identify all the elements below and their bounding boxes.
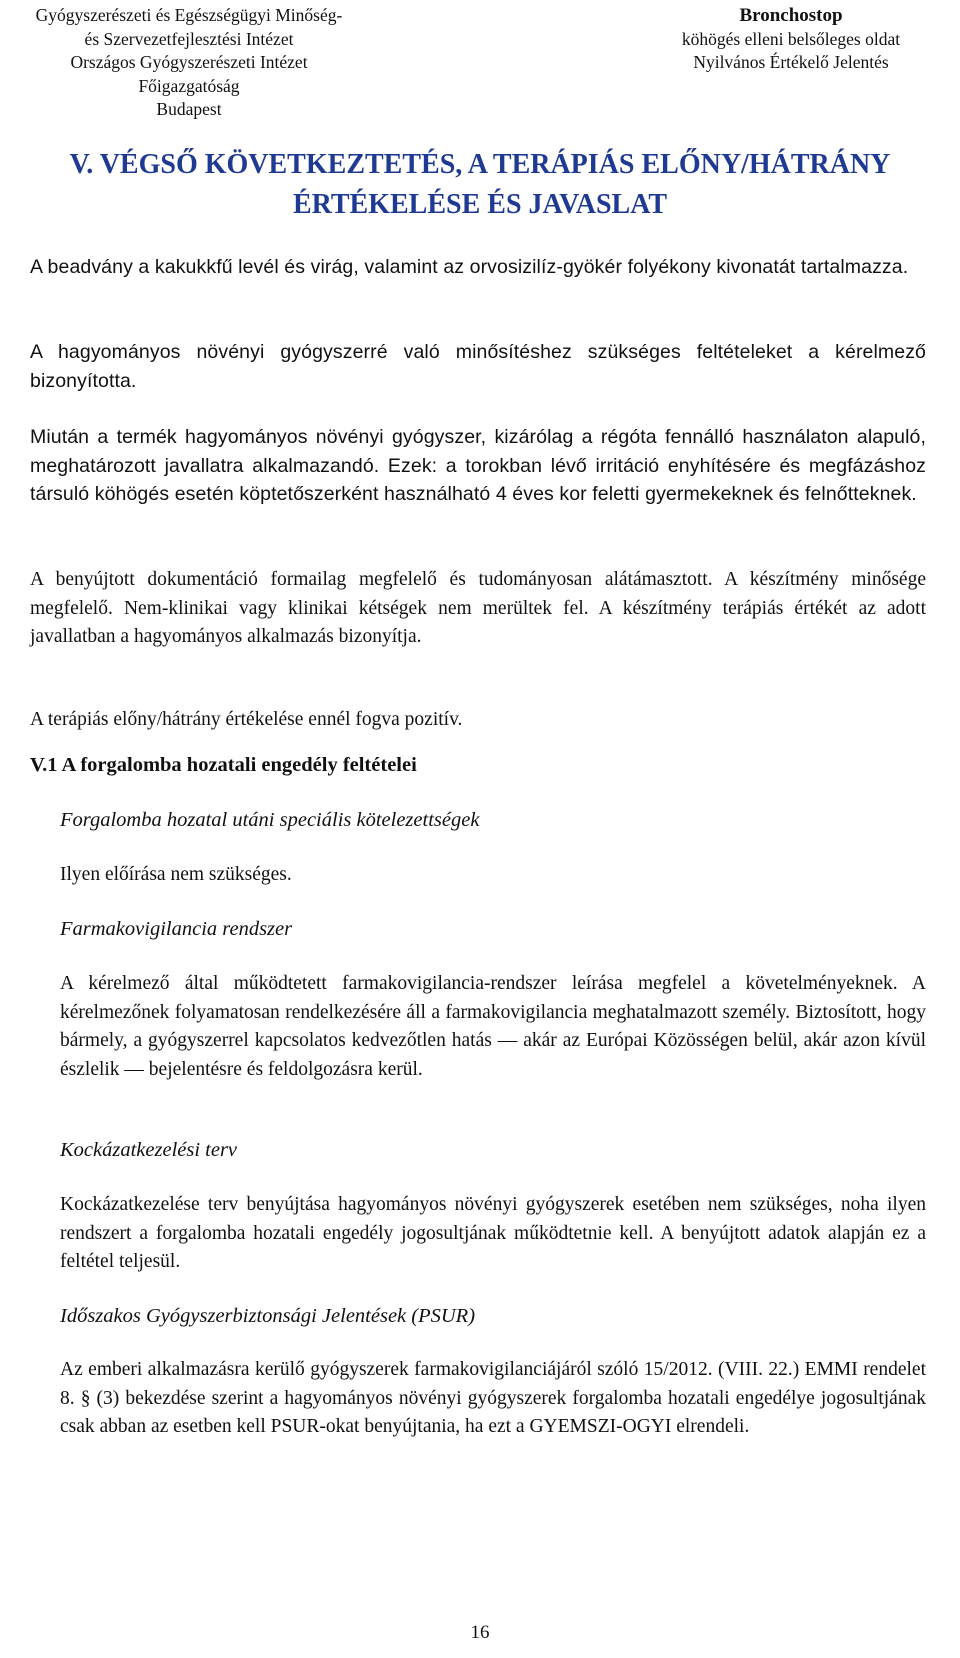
page-number: 16 (470, 1622, 490, 1643)
paragraph-risk-management: Kockázatkezelése terv benyújtása hagyományos növényi gyógyszerek esetében nem szükséges, noha ilyen rendszert a forgalomba hozatali engedély jogosultjának működtetnie kell. A benyújtott adatok alapján ez a feltétel teljesül. (60, 1194, 926, 1272)
subheading-risk-management: Kockázatkezelési terv (60, 1139, 238, 1161)
paragraph-psur: Az emberi alkalmazásra kerülő gyógyszerek farmakovigilanciájáról szóló 15/2012. (VIII. 22.) EMMI rendelet 8. § (3) bekezdése szerint a hagyományos növényi gyógyszerek forgalomba hozatali engedélye jogosultjának csak abban az esetben kell PSUR-okat benyújtania, ha ezt a GYEMSZI-OGYI elrendeli. (60, 1359, 926, 1437)
product-description: köhögés elleni belsőleges oldat (681, 28, 901, 49)
paragraph-composition: A beadvány a kakukkfű levél és virág, valamint az orvosizilíz-gyökér folyékony kivonatát tartalmazza. (30, 256, 909, 278)
page-header (24, 4, 936, 124)
paragraph-qualification: A hagyományos növényi gyógyszerré való minősítéshez szükséges feltételeket a kérelmező bizonyította. (30, 341, 926, 392)
subheading-post-authorisation: Forgalomba hozatal utáni speciális kötelezettségek (60, 809, 480, 831)
chapter-title-line: ÉRTÉKELÉSE ÉS JAVASLAT (292, 189, 668, 220)
institute-line: és Szervezetfejlesztési Intézet (84, 28, 294, 49)
institute-line: Országos Gyógyszerészeti Intézet (70, 52, 308, 72)
paragraph-indication: Miután a termék hagyományos növényi gyógyszer, kizárólag a régóta fennálló használaton alapuló, meghatározott javallatra alkalmazandó. Ezek: a torokban lévő irritáció enyhítésére és megfázáshoz társuló köhögés esetén köptetőszerként használható 4 éves kor feletti gyermekeknek és felnőtteknek. (30, 426, 926, 505)
report-type: Nyilvános Értékelő Jelentés (693, 52, 889, 72)
paragraph-post-authorisation: Ilyen előírása nem szükséges. (60, 864, 292, 885)
subheading-psur: Időszakos Gyógyszerbiztonsági Jelentések (PSUR) (60, 1305, 476, 1327)
paragraph-documentation: A benyújtott dokumentáció formailag megfelelő és tudományosan alátámasztott. A készítmény minősége megfelelő. Nem-klinikai vagy klinikai kétségek nem merültek fel. A készítmény terápiás értékét az adott javallatban a hagyományos alkalmazás bizonyítja. (30, 569, 926, 647)
subheading-pharmacovigilance: Farmakovigilancia rendszer (60, 918, 293, 940)
product-name: Bronchostop (739, 5, 843, 26)
section-heading-v1: V.1 A forgalomba hozatali engedély feltételei (30, 754, 417, 776)
institute-line: Főigazgatóság (138, 75, 240, 96)
institute-block (24, 4, 354, 122)
institute-line: Gyógyszerészeti és Egészségügyi Minőség- (35, 5, 343, 25)
product-block (646, 4, 936, 75)
paragraph-pharmacovigilance: A kérelmező által működtetett farmakovigilancia-rendszer leírása megfelel a követelményeknek. A kérelmezőnek folyamatosan rendelkezésére áll a farmakovigilancia meghatalmazott személy. Biztosított, hogy bármely, a gyógyszerrel kapcsolatos kedvezőtlen hatás — akár az Európai Közösségen belül, akár azon kívül észlelik — bejelentésre és feldolgozásra kerül. (60, 973, 926, 1080)
chapter-title (30, 145, 930, 225)
paragraph-conclusion: A terápiás előny/hátrány értékelése ennél fogva pozitív. (30, 709, 463, 730)
institute-line: Budapest (156, 99, 222, 119)
chapter-title-line: V. VÉGSŐ KÖVETKEZTETÉS, A TERÁPIÁS ELŐNY/HÁTRÁNY (69, 149, 891, 180)
